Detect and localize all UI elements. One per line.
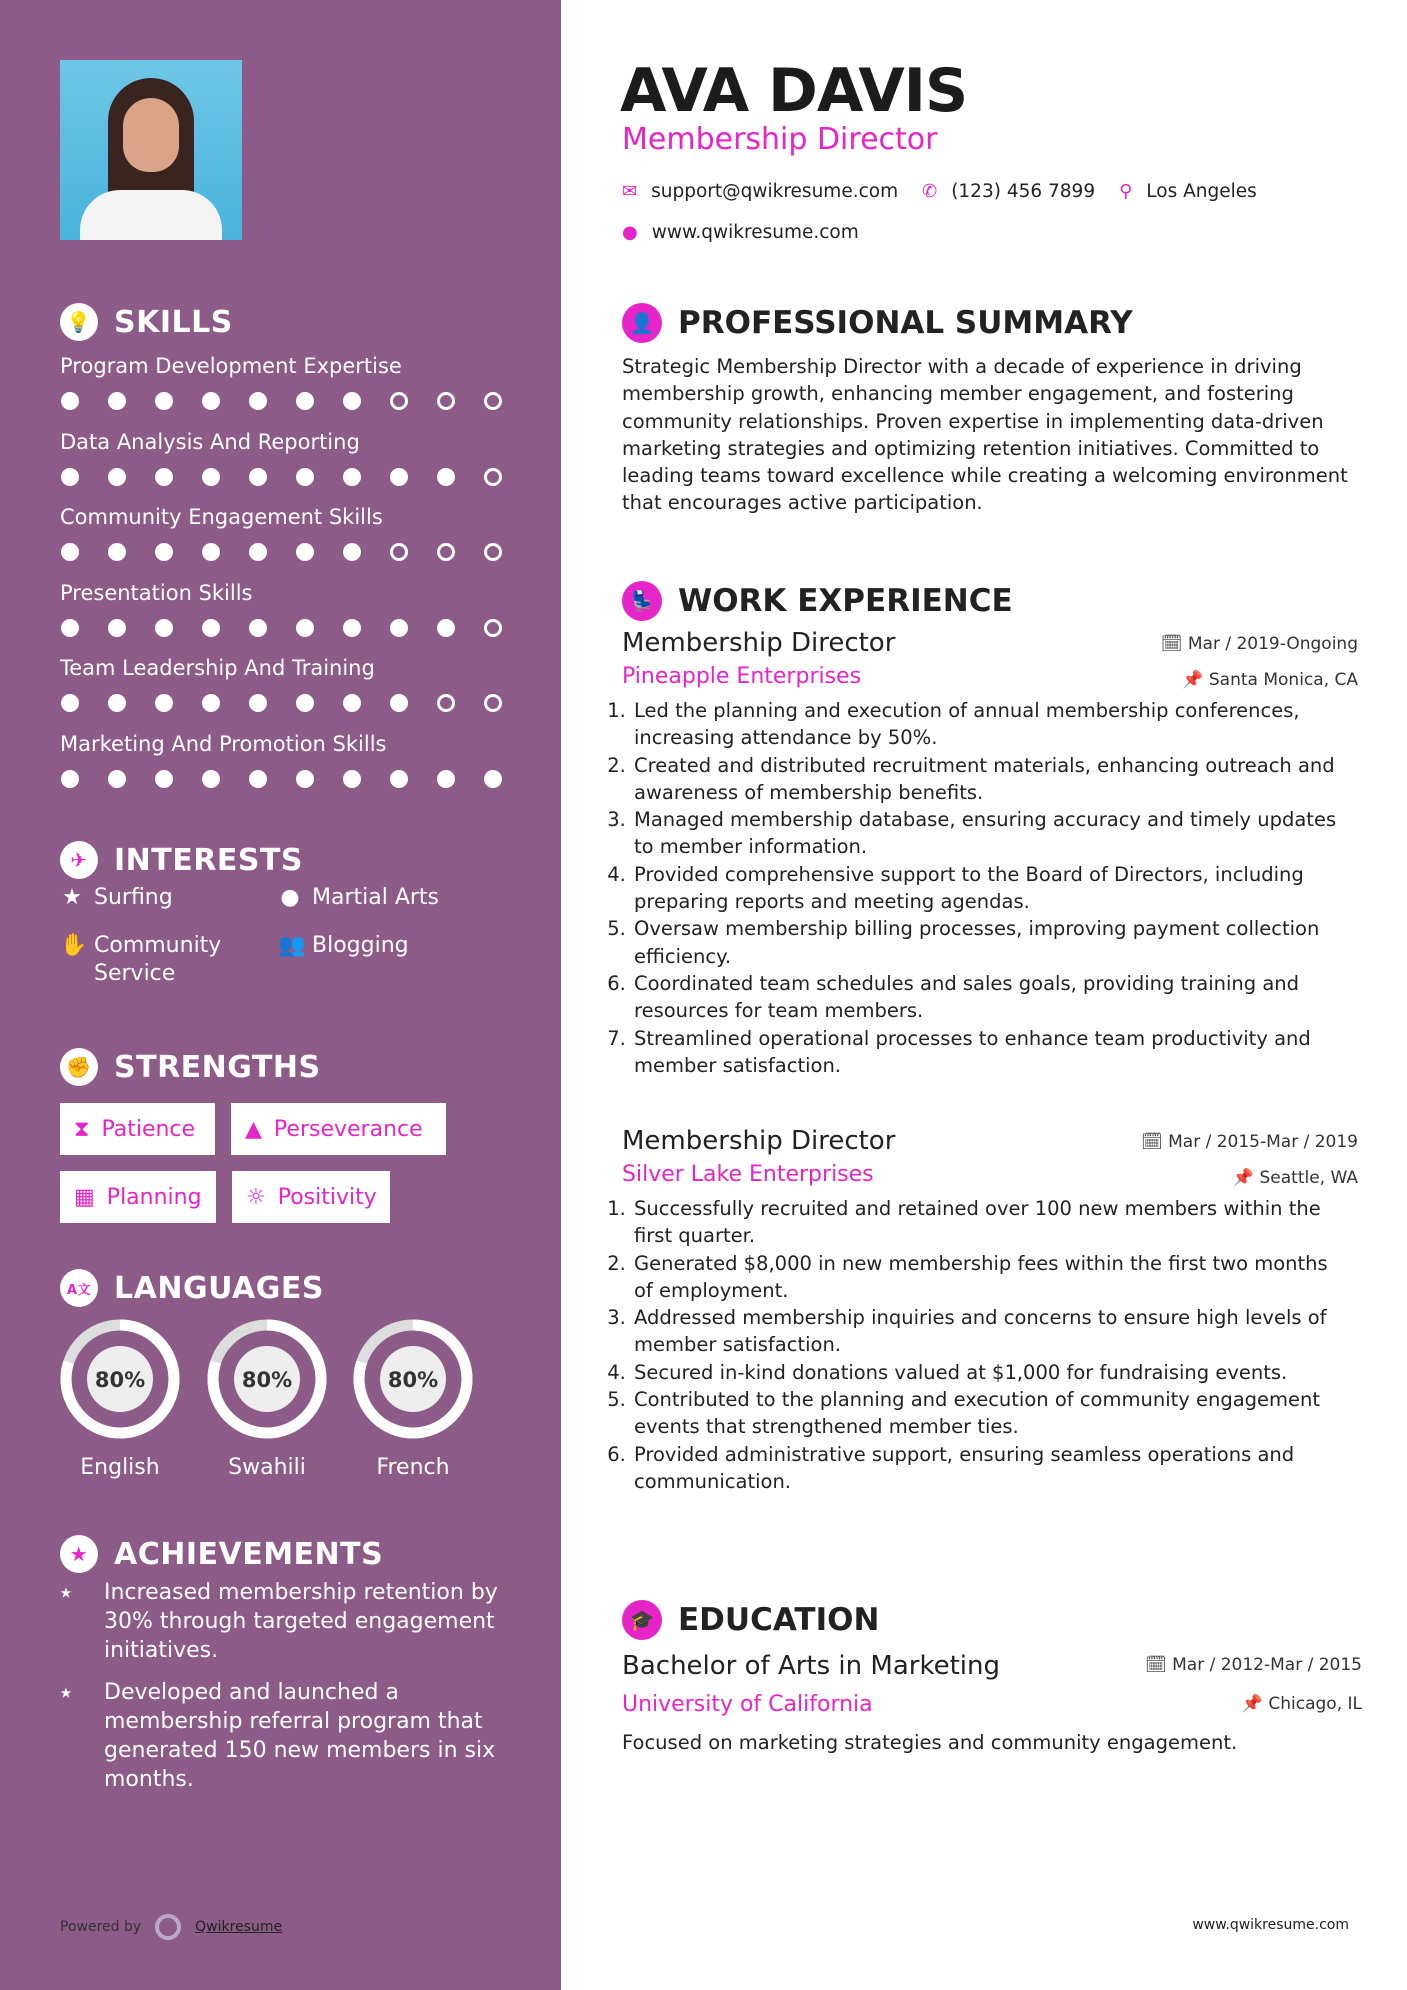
rating-dot-filled bbox=[155, 770, 173, 788]
strength-chip: ▦ Planning bbox=[60, 1171, 216, 1223]
job-title: Membership Director bbox=[622, 628, 896, 658]
interest-item: ● Martial Arts bbox=[278, 884, 538, 912]
job-bullet: 1. Successfully recruited and retained over 100 new members within the first quarter. bbox=[632, 1195, 1350, 1250]
language-donut bbox=[338, 1315, 488, 1445]
rating-dot-filled bbox=[390, 694, 408, 712]
job-bullet: 5. Contributed to the planning and execution of community engagement events that strengthened member ties. bbox=[632, 1386, 1350, 1441]
rating-dot-filled bbox=[61, 392, 79, 410]
candidate-name: AVA DAVIS bbox=[620, 56, 968, 126]
qwikresume-logo-icon bbox=[155, 1914, 181, 1940]
job-dates: 🗓 Mar / 2019-Ongoing bbox=[1160, 634, 1358, 654]
rating-dot-filled bbox=[202, 770, 220, 788]
rating-dot-filled bbox=[61, 468, 79, 486]
company: Silver Lake Enterprises bbox=[622, 1162, 874, 1187]
languages-heading: A文 LANGUAGES bbox=[60, 1269, 324, 1307]
skill-rating bbox=[61, 392, 502, 410]
star-icon: ⭑ bbox=[60, 1680, 72, 1705]
rating-dot-empty bbox=[484, 543, 502, 561]
language-donut bbox=[45, 1315, 195, 1445]
job-bullet: 6. Coordinated team schedules and sales goals, providing training and resources for team members. bbox=[632, 970, 1350, 1025]
rating-dot-empty bbox=[437, 392, 455, 410]
job-title: Membership Director bbox=[622, 122, 938, 157]
language-donut bbox=[192, 1315, 342, 1445]
globe-icon: ● bbox=[622, 222, 638, 243]
skill-item bbox=[60, 430, 502, 486]
contact-row bbox=[622, 181, 1257, 202]
education-description: Focused on marketing strategies and community engagement. bbox=[622, 1731, 1238, 1754]
envelope-icon: ✉ bbox=[622, 181, 638, 202]
job-entry bbox=[622, 1126, 1362, 1495]
rating-dot-filled bbox=[343, 770, 361, 788]
skill-rating bbox=[61, 543, 502, 561]
rating-dot-filled bbox=[249, 619, 267, 637]
skill-item bbox=[60, 505, 502, 561]
phone: (123) 456 7899 bbox=[951, 181, 1096, 202]
sun-icon: ☼ bbox=[246, 1184, 266, 1210]
language-item bbox=[192, 1315, 342, 1480]
job-bullet: 2. Generated $8,000 in new membership fees within the first two months of employment. bbox=[632, 1250, 1350, 1305]
hand-icon: ✋ bbox=[60, 933, 88, 958]
job-bullet: 6. Provided administrative support, ensuring seamless operations and communication. bbox=[632, 1441, 1350, 1496]
rating-dot-empty bbox=[437, 543, 455, 561]
job-bullet: 3. Managed membership database, ensuring accuracy and timely updates to member information. bbox=[632, 806, 1350, 861]
star-icon: ⭑ bbox=[60, 1580, 72, 1605]
interest-item: ✋ Community Service bbox=[60, 933, 222, 986]
rating-dot-filled bbox=[155, 468, 173, 486]
job-dates: 🗓 Mar / 2015-Mar / 2019 bbox=[1141, 1132, 1358, 1152]
language-label: Swahili bbox=[228, 1455, 306, 1480]
job-bullet: 2. Created and distributed recruitment materials, enhancing outreach and awareness of membership benefits. bbox=[632, 752, 1350, 807]
rating-dot-filled bbox=[390, 468, 408, 486]
map-pin-icon: ⚲ bbox=[1119, 181, 1133, 202]
rating-dot-filled bbox=[108, 770, 126, 788]
skill-label: Program Development Expertise bbox=[60, 354, 402, 378]
pin-icon: 📌 bbox=[1232, 1168, 1255, 1188]
skill-item bbox=[60, 732, 502, 788]
achievement-item: ⭑ Increased membership retention by 30% through targeted engagement initiatives. bbox=[60, 1580, 498, 1663]
company: Pineapple Enterprises bbox=[622, 664, 862, 689]
calendar-icon: 🗓 bbox=[1141, 1132, 1163, 1152]
website[interactable]: www.qwikresume.com bbox=[651, 222, 859, 243]
skill-label: Marketing And Promotion Skills bbox=[60, 731, 387, 756]
chair-icon: 💺 bbox=[622, 581, 662, 621]
skill-item bbox=[60, 354, 502, 410]
fist-icon: ✊ bbox=[60, 1048, 98, 1086]
rating-dot-filled bbox=[155, 543, 173, 561]
language-item bbox=[45, 1315, 195, 1480]
language-label: French bbox=[376, 1455, 450, 1480]
rating-dot-filled bbox=[108, 619, 126, 637]
rating-dot-filled bbox=[343, 694, 361, 712]
job-location: 📌 Santa Monica, CA bbox=[1182, 670, 1358, 690]
rating-dot-filled bbox=[61, 694, 79, 712]
qwikresume-link[interactable]: Qwikresume bbox=[195, 1919, 283, 1935]
job-bullet: 1. Led the planning and execution of annual membership conferences, increasing attendance by 50%. bbox=[632, 697, 1350, 752]
rating-dot-filled bbox=[155, 694, 173, 712]
rating-dot-filled bbox=[61, 543, 79, 561]
calendar-icon: 🗓 bbox=[1160, 634, 1183, 654]
job-bullet: 4. Provided comprehensive support to the Board of Directors, including preparing reports and meeting agendas. bbox=[632, 861, 1350, 916]
rating-dot-filled bbox=[61, 619, 79, 637]
rating-dot-filled bbox=[484, 770, 502, 788]
rating-dot-filled bbox=[249, 468, 267, 486]
strength-chip: ▲ Perseverance bbox=[231, 1103, 446, 1155]
rating-dot-filled bbox=[296, 770, 314, 788]
language-label: English bbox=[80, 1455, 160, 1480]
rating-dot-filled bbox=[61, 770, 79, 788]
rating-dot-empty bbox=[437, 694, 455, 712]
rating-dot-filled bbox=[437, 619, 455, 637]
job-bullets bbox=[610, 697, 1350, 1079]
rating-dot-filled bbox=[390, 619, 408, 637]
job-title: Membership Director bbox=[622, 1126, 896, 1156]
skill-label: Team Leadership And Training bbox=[60, 656, 375, 680]
skill-item bbox=[60, 581, 502, 637]
website-row bbox=[622, 222, 859, 243]
users-icon: 👥 bbox=[278, 933, 306, 958]
rating-dot-empty bbox=[484, 468, 502, 486]
job-bullet: 5. Oversaw membership billing processes, improving payment collection efficiency. bbox=[632, 915, 1350, 970]
rating-dot-filled bbox=[296, 468, 314, 486]
profile-photo bbox=[60, 60, 242, 240]
interest-item: 👥 Blogging bbox=[278, 933, 409, 958]
job-bullet: 7. Streamlined operational processes to enhance team productivity and member satisfaction. bbox=[632, 1025, 1350, 1080]
paper-plane-icon: ✈ bbox=[60, 841, 98, 879]
rating-dot-filled bbox=[249, 392, 267, 410]
rating-dot-filled bbox=[108, 468, 126, 486]
education-location: 📌 Chicago, IL bbox=[1241, 1694, 1362, 1714]
strengths-heading: ✊ STRENGTHS bbox=[60, 1048, 321, 1086]
powered-by: Powered by Qwikresume bbox=[60, 1914, 282, 1940]
email[interactable]: support@qwikresume.com bbox=[651, 181, 899, 202]
rating-dot-filled bbox=[155, 392, 173, 410]
job-location: 📌 Seattle, WA bbox=[1232, 1168, 1358, 1188]
rating-dot-filled bbox=[249, 770, 267, 788]
job-bullets bbox=[610, 1195, 1350, 1495]
rating-dot-empty bbox=[484, 619, 502, 637]
interests-heading: ✈ INTERESTS bbox=[60, 841, 303, 879]
school: University of California bbox=[622, 1692, 873, 1717]
achievement-item: ⭑ Developed and launched a membership referral program that generated 150 new members in six months. bbox=[60, 1680, 496, 1792]
skills-heading: 💡 SKILLS bbox=[60, 303, 233, 341]
strength-chip: ⧗ Patience bbox=[60, 1103, 215, 1155]
work-heading: 💺 WORK EXPERIENCE bbox=[622, 581, 1013, 621]
education-dates: 🗓 Mar / 2012-Mar / 2015 bbox=[1145, 1655, 1362, 1675]
rating-dot-empty bbox=[390, 392, 408, 410]
achievements-heading: ★ ACHIEVEMENTS bbox=[60, 1535, 383, 1573]
language-item bbox=[338, 1315, 488, 1480]
rating-dot-filled bbox=[343, 543, 361, 561]
rating-dot-filled bbox=[437, 468, 455, 486]
job-entry bbox=[622, 628, 1362, 1079]
skill-label: Data Analysis And Reporting bbox=[60, 429, 360, 454]
translate-icon: A文 bbox=[60, 1269, 98, 1307]
rating-dot-filled bbox=[296, 694, 314, 712]
rating-dot-filled bbox=[202, 468, 220, 486]
pin-icon: 📌 bbox=[1182, 670, 1204, 690]
rating-dot-empty bbox=[484, 694, 502, 712]
rating-dot-filled bbox=[296, 392, 314, 410]
calendar-icon: ▦ bbox=[74, 1184, 95, 1210]
rating-dot-filled bbox=[296, 619, 314, 637]
job-bullet: 3. Addressed membership inquiries and concerns to ensure high levels of member satisfaction. bbox=[632, 1304, 1350, 1359]
rating-dot-empty bbox=[484, 392, 502, 410]
skill-rating bbox=[61, 770, 502, 788]
education-heading: 🎓 EDUCATION bbox=[622, 1600, 879, 1640]
footer-website[interactable]: www.qwikresume.com bbox=[1192, 1917, 1349, 1933]
rating-dot-filled bbox=[202, 694, 220, 712]
skill-label: Community Engagement Skills bbox=[60, 505, 383, 529]
skill-rating bbox=[61, 694, 502, 712]
graduation-icon: 🎓 bbox=[622, 1600, 662, 1640]
user-icon: 👤 bbox=[622, 303, 662, 343]
rating-dot-filled bbox=[437, 770, 455, 788]
rating-dot-filled bbox=[108, 543, 126, 561]
star-badge-icon: ★ bbox=[60, 1535, 98, 1573]
rating-dot-filled bbox=[108, 694, 126, 712]
summary-text: Strategic Membership Director with a decade of experience in driving membership growth, enhancing member engagement, and fostering community relationships. Proven expertise in implementing data-driven marketing strategies and optimizing retention initiatives. Committed to leading teams toward excellence while creating a welcoming environment that encourages active participation. bbox=[622, 355, 1348, 515]
rating-dot-empty bbox=[390, 543, 408, 561]
rating-dot-filled bbox=[155, 619, 173, 637]
phone-icon: ✆ bbox=[922, 181, 938, 202]
rating-dot-filled bbox=[202, 392, 220, 410]
strength-chip: ☼ Positivity bbox=[232, 1171, 390, 1223]
rating-dot-filled bbox=[202, 619, 220, 637]
interest-item: ★ Surfing bbox=[60, 884, 260, 912]
skill-rating bbox=[61, 619, 502, 637]
rating-dot-filled bbox=[108, 392, 126, 410]
job-bullet: 4. Secured in-kind donations valued at $1,000 for fundraising events. bbox=[632, 1359, 1350, 1386]
skill-label: Presentation Skills bbox=[60, 580, 253, 605]
rating-dot-filled bbox=[202, 543, 220, 561]
road-icon: ▲ bbox=[245, 1116, 262, 1142]
skill-item bbox=[60, 656, 502, 712]
language-percent: 80% bbox=[241, 1368, 293, 1392]
rating-dot-filled bbox=[249, 694, 267, 712]
summary-heading: 👤 PROFESSIONAL SUMMARY bbox=[622, 303, 1133, 343]
degree: Bachelor of Arts in Marketing bbox=[622, 1651, 1000, 1681]
rating-dot-filled bbox=[343, 392, 361, 410]
rating-dot-filled bbox=[343, 619, 361, 637]
skill-rating bbox=[61, 468, 502, 486]
rating-dot-filled bbox=[343, 468, 361, 486]
globe-icon: ● bbox=[280, 885, 300, 910]
hourglass-icon: ⧗ bbox=[74, 1116, 90, 1142]
location: Los Angeles bbox=[1146, 181, 1257, 202]
star-icon: ★ bbox=[62, 885, 82, 910]
language-percent: 80% bbox=[94, 1368, 146, 1392]
rating-dot-filled bbox=[296, 543, 314, 561]
lightbulb-icon: 💡 bbox=[60, 303, 98, 341]
language-percent: 80% bbox=[387, 1368, 439, 1392]
rating-dot-filled bbox=[249, 543, 267, 561]
rating-dot-filled bbox=[390, 770, 408, 788]
